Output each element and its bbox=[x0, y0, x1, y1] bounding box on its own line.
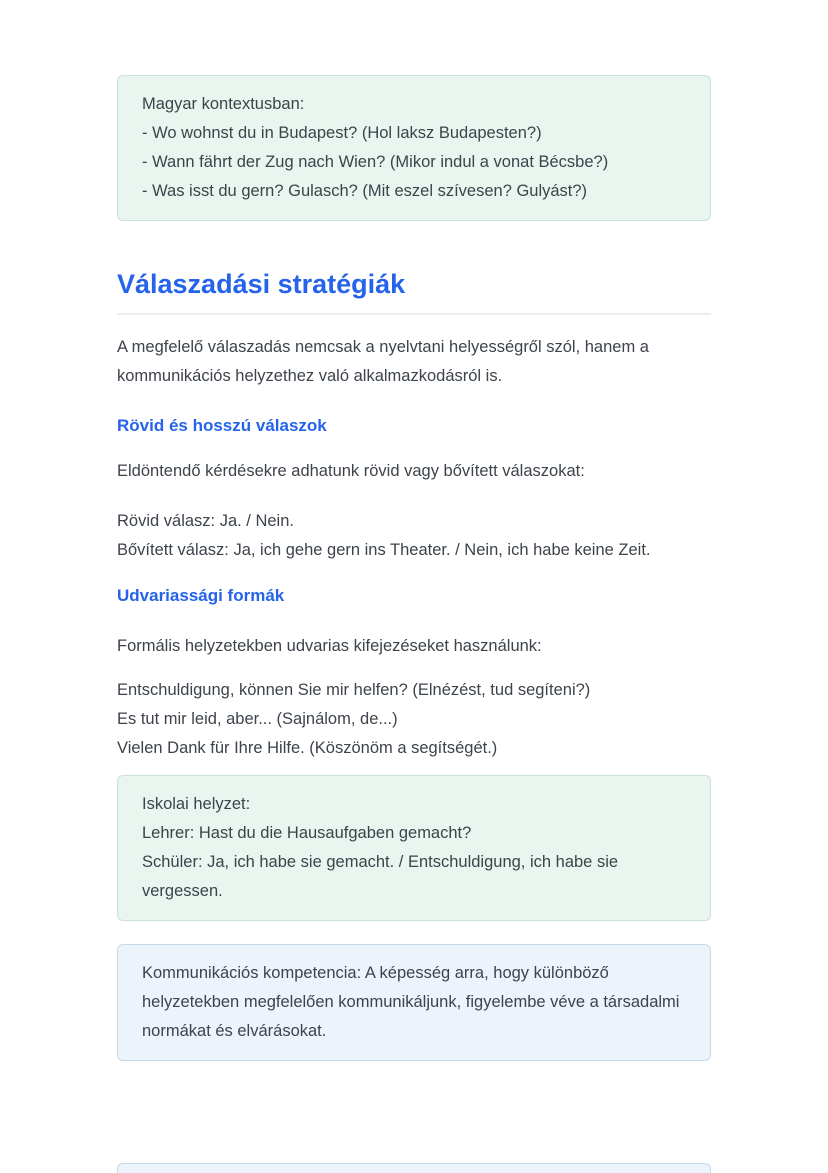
callout-school-situation bbox=[117, 775, 711, 921]
subheading-short-long-answers: Rövid és hosszú válaszok bbox=[117, 416, 327, 435]
callout-competence-definition bbox=[117, 944, 711, 1061]
example-line: Vielen Dank für Ihre Hilfe. (Köszönöm a segítségét.) bbox=[117, 739, 498, 757]
short-long-intro-paragraph: Eldöntendő kérdésekre adhatunk rövid vagy bővített válaszokat: bbox=[117, 462, 585, 480]
callout-cutoff-bottom bbox=[117, 1163, 711, 1173]
short-long-examples bbox=[117, 507, 711, 565]
callout-context-line: Magyar kontextusban: bbox=[142, 95, 305, 113]
callout-context-line: - Wann fährt der Zug nach Wien? (Mikor indul a vonat Bécsbe?) bbox=[142, 153, 609, 171]
section-intro-paragraph: A megfelelő válaszadás nemcsak a nyelvtani helyességről szól, hanem a kommunikációs helyzethez való alkalmazkodásról is. bbox=[117, 338, 649, 385]
example-line: Rövid válasz: Ja. / Nein. bbox=[117, 512, 294, 530]
callout-school-line: Schüler: Ja, ich habe sie gemacht. / Entschuldigung, ich habe sie vergessen. bbox=[142, 853, 619, 900]
callout-context-line: - Was isst du gern? Gulasch? (Mit eszel szívesen? Gulyást?) bbox=[142, 182, 588, 200]
section-title: Válaszadási stratégiák bbox=[117, 269, 406, 299]
example-line: Bővített válasz: Ja, ich gehe gern ins Theater. / Nein, ich habe keine Zeit. bbox=[117, 541, 651, 559]
callout-context-line: - Wo wohnst du in Budapest? (Hol laksz Budapesten?) bbox=[142, 124, 542, 142]
politeness-intro-paragraph: Formális helyzetekben udvarias kifejezéseket használunk: bbox=[117, 637, 542, 655]
document-page bbox=[117, 0, 711, 1061]
example-line: Es tut mir leid, aber... (Sajnálom, de...) bbox=[117, 710, 398, 728]
callout-school-line: Iskolai helyzet: bbox=[142, 795, 251, 813]
example-line: Entschuldigung, können Sie mir helfen? (Elnézést, tud segíteni?) bbox=[117, 681, 591, 699]
callout-context-examples bbox=[117, 75, 711, 221]
subheading-politeness-forms: Udvariassági formák bbox=[117, 586, 285, 605]
callout-competence-text: Kommunikációs kompetencia: A képesség arra, hogy különböző helyzetekben megfelelően kommunikáljunk, figyelembe véve a társadalmi normákat és elvárásokat. bbox=[142, 964, 680, 1040]
section-divider bbox=[117, 313, 711, 315]
politeness-examples bbox=[117, 676, 711, 763]
callout-school-line: Lehrer: Hast du die Hausaufgaben gemacht? bbox=[142, 824, 472, 842]
